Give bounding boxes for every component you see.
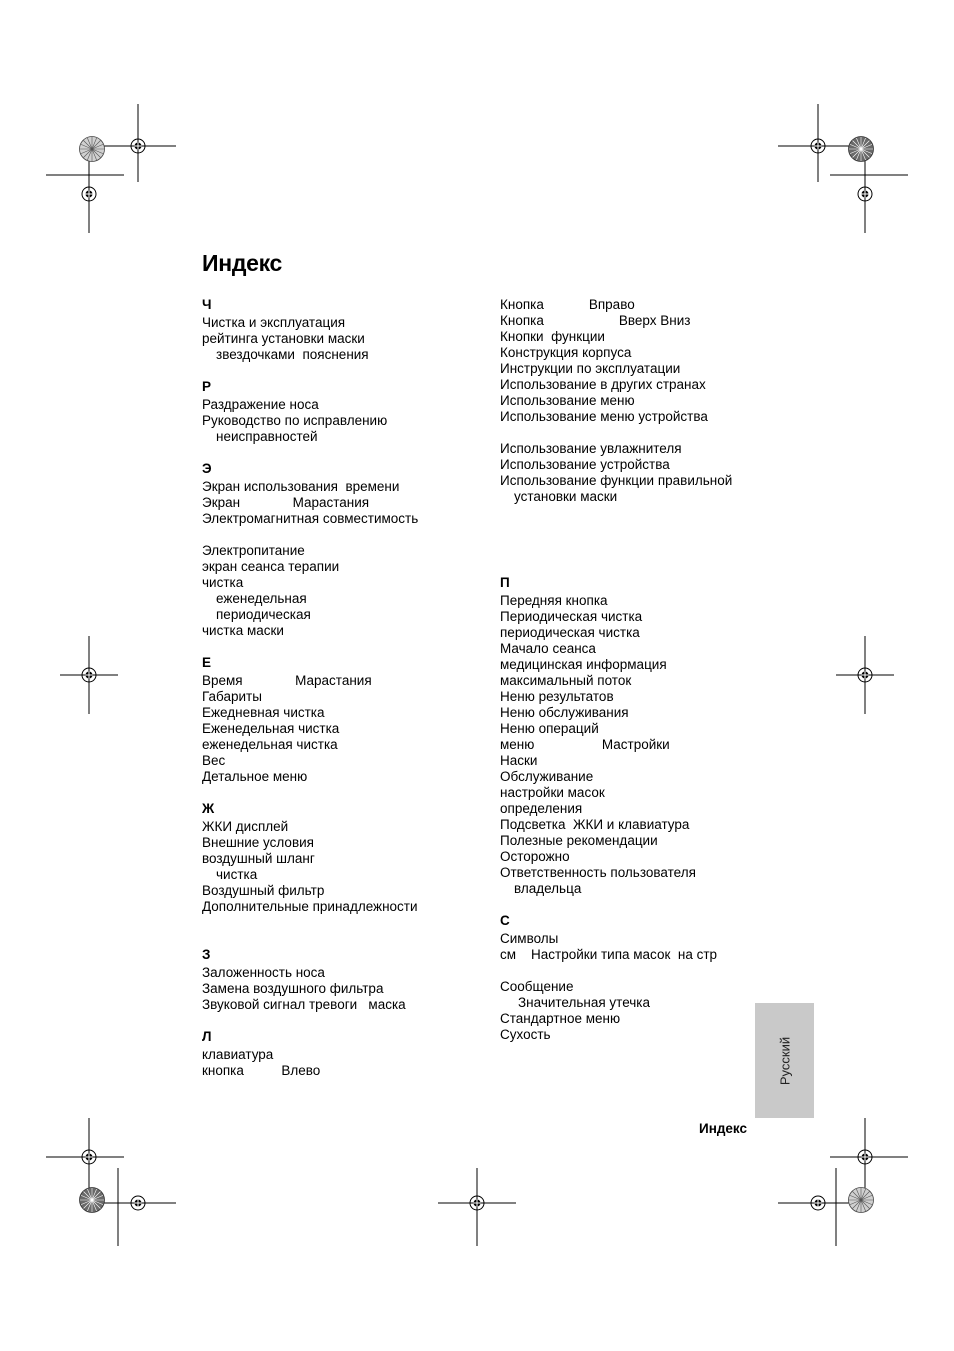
- index-entry: чистка: [202, 575, 244, 590]
- index-entry: Обслуживание: [500, 769, 594, 784]
- index-entry: ЖКИ дисплей: [202, 819, 289, 834]
- index-entry: Габариты: [202, 689, 262, 704]
- index-entry: Периодическая чистка: [500, 609, 643, 624]
- section-letter: З: [202, 947, 211, 962]
- index-column-left: [202, 297, 482, 1079]
- index-entry: максимальный поток: [500, 673, 632, 688]
- section-letter: Л: [202, 1029, 212, 1044]
- index-subentry: звездочками пояснения: [216, 347, 369, 362]
- index-entry: см Настройки типа масок на стр: [500, 947, 718, 962]
- index-entry: еженедельная чистка: [202, 737, 338, 752]
- language-tab-label: Русский: [777, 1036, 792, 1085]
- index-entry: Ответственность пользователя: [500, 865, 696, 880]
- language-tab: [755, 1003, 814, 1118]
- index-entry: Заложенность носа: [202, 965, 325, 980]
- index-entry: Время Марастания: [202, 673, 372, 688]
- index-entry: Использование функции правильной: [500, 473, 733, 488]
- index-entry: Сухость: [500, 1027, 551, 1042]
- index-entry: Неню обслуживания: [500, 705, 629, 720]
- index-entry: Замена воздушного фильтра: [202, 981, 384, 996]
- index-entry: Кнопка Вверх Вниз: [500, 313, 691, 328]
- index-entry: Символы: [500, 931, 559, 946]
- footer-section-label: Индекс: [699, 1121, 748, 1136]
- index-entry: клавиатура: [202, 1047, 274, 1062]
- page-title: Индекс: [202, 250, 283, 276]
- section-letter: Р: [202, 379, 212, 394]
- index-entry: Использование увлажнителя: [500, 441, 682, 456]
- index-entry: Мачало сеанса: [500, 641, 596, 656]
- index-entry: Внешние условия: [202, 835, 314, 850]
- index-subentry: еженедельная: [216, 591, 307, 606]
- section-letter: П: [500, 575, 510, 590]
- index-entry: медицинская информация: [500, 657, 667, 672]
- index-entry: определения: [500, 801, 583, 816]
- index-entry: Вес: [202, 753, 226, 768]
- index-entry: Неню результатов: [500, 689, 614, 704]
- index-entry: Кнопки функции: [500, 329, 605, 344]
- index-entry: Экран Марастания: [202, 495, 370, 510]
- index-entry: Детальное меню: [202, 769, 308, 784]
- index-entry: меню Мастройки: [500, 737, 670, 752]
- index-entry: Передняя кнопка: [500, 593, 608, 608]
- index-entry: воздушный шланг: [202, 851, 315, 866]
- index-subentry: Значительная утечка: [518, 995, 651, 1010]
- index-entry: Электропитание: [202, 543, 305, 558]
- index-entry: Звуковой сигнал тревоги маска: [202, 997, 406, 1012]
- index-entry: настройки масок: [500, 785, 605, 800]
- index-subentry: установки маски: [514, 489, 618, 504]
- section-letter: Ж: [202, 801, 215, 816]
- section-letter: Ч: [202, 297, 212, 312]
- index-column-right: [500, 297, 780, 1043]
- index-entry: рейтинга установки маски: [202, 331, 365, 346]
- index-entry: экран сеанса терапии: [202, 559, 340, 574]
- index-entry: Дополнительные принадлежности: [202, 899, 418, 914]
- index-entry: Стандартное меню: [500, 1011, 621, 1026]
- index-entry: Осторожно: [500, 849, 570, 864]
- index-entry: Наски: [500, 753, 538, 768]
- index-entry: Чистка и эксплуатация: [202, 315, 346, 330]
- index-entry: Электромагнитная совместимость: [202, 511, 419, 526]
- index-entry: Использование меню устройства: [500, 409, 708, 424]
- index-entry: Неню операций: [500, 721, 599, 736]
- index-subentry: чистка: [216, 867, 258, 882]
- index-subentry: владельца: [514, 881, 582, 896]
- index-entry: Конструкция корпуса: [500, 345, 632, 360]
- index-entry: Воздушный фильтр: [202, 883, 325, 898]
- index-entry: Инструкции по эксплуатации: [500, 361, 681, 376]
- index-entry: Использование меню: [500, 393, 635, 408]
- index-entry: Использование устройства: [500, 457, 670, 472]
- section-letter: С: [500, 913, 510, 928]
- index-entry: Использование в других странах: [500, 377, 706, 392]
- index-entry: Ежедневная чистка: [202, 705, 325, 720]
- index-entry: периодическая чистка: [500, 625, 640, 640]
- index-entry: чистка маски: [202, 623, 284, 638]
- index-entry: Сообщение: [500, 979, 574, 994]
- index-subentry: периодическая: [216, 607, 311, 622]
- index-entry: Раздражение носа: [202, 397, 319, 412]
- index-entry: Руководство по исправлению: [202, 413, 388, 428]
- index-entry: кнопка Влево: [202, 1063, 321, 1078]
- index-entry: Подсветка ЖКИ и клавиатура: [500, 817, 690, 832]
- index-subentry: неисправностей: [216, 429, 318, 444]
- section-letter: Э: [202, 461, 212, 476]
- index-entry: Кнопка Вправо: [500, 297, 635, 312]
- index-entry: Полезные рекомендации: [500, 833, 658, 848]
- index-entry: Экран использования времени: [202, 479, 400, 494]
- index-entry: Еженедельная чистка: [202, 721, 340, 736]
- section-letter: Е: [202, 655, 212, 670]
